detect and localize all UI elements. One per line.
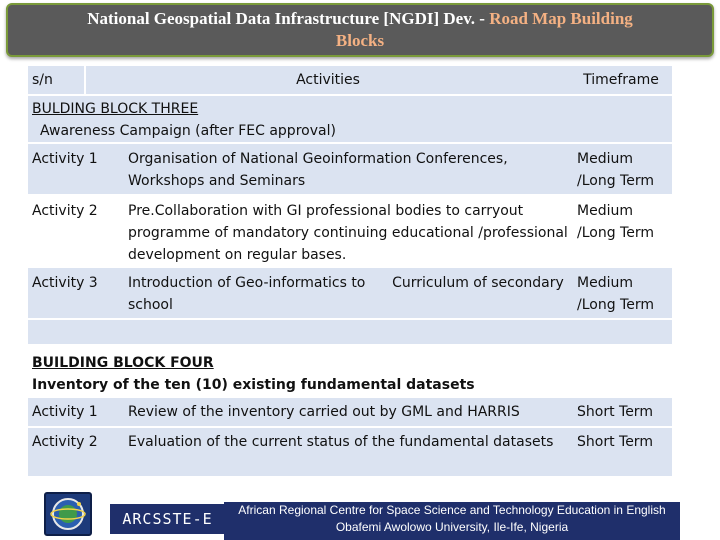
activity-id: Activity 3 <box>32 275 98 291</box>
institution-logo <box>44 492 92 536</box>
title-line-2: Blocks <box>335 31 385 50</box>
table-row <box>28 196 672 268</box>
title-line-1 <box>87 8 633 30</box>
header-sn: s/n <box>28 66 86 94</box>
block-three-heading <box>28 96 672 142</box>
footer-institution <box>224 502 680 540</box>
table-row <box>28 428 672 476</box>
logo-emblem-icon <box>46 494 90 534</box>
block-four-subtitle: Inventory of the ten (10) existing fundamental datasets <box>32 377 475 393</box>
activity-id: Activity 2 <box>32 203 98 219</box>
activity-timeframe: Short Term <box>577 434 653 450</box>
footer-line-1: African Regional Centre for Space Science and Technology Education in English <box>238 503 666 517</box>
footer <box>0 484 720 540</box>
title-part-2: Road Map Building <box>489 9 633 28</box>
activity-id: Activity 1 <box>32 151 98 167</box>
table-header-row <box>28 66 672 94</box>
activity-desc: Organisation of National Geoinformation Conferences, Workshops and Seminars <box>128 151 508 189</box>
slide-title <box>6 3 714 57</box>
header-timeframe: Timeframe <box>583 72 659 88</box>
footer-line-2: Obafemi Awolowo University, Ile-Ife, Nigeria <box>335 520 569 534</box>
table-row <box>28 144 672 194</box>
activity-desc: Evaluation of the current status of the fundamental datasets <box>128 434 554 450</box>
activity-desc: Pre.Collaboration with GI professional bodies to carryout programme of mandatory continuing educational /professional development on regular bases. <box>128 203 568 263</box>
block-four-heading <box>28 348 672 396</box>
activity-id: Activity 2 <box>32 434 98 450</box>
block-four-title: BUILDING BLOCK FOUR <box>32 355 214 371</box>
block-three-subtitle: Awareness Campaign (after FEC approval) <box>40 123 336 139</box>
activity-desc: Review of the inventory carried out by GML and HARRIS <box>128 404 520 420</box>
table-row <box>28 268 672 318</box>
empty-row <box>28 320 672 344</box>
activity-timeframe: Medium /Long Term <box>577 151 654 189</box>
activity-timeframe: Medium /Long Term <box>577 275 654 313</box>
block-three-title: BULDING BLOCK THREE <box>32 101 199 117</box>
activity-timeframe: Medium /Long Term <box>577 203 654 241</box>
activity-timeframe: Short Term <box>577 404 653 420</box>
footer-acronym: ARCSSTE-E <box>110 504 225 534</box>
table-row <box>28 398 672 426</box>
activity-desc: Introduction of Geo-informatics to Curriculum of secondary school <box>128 275 569 313</box>
title-part-1: National Geospatial Data Infrastructure [NGDI] Dev. - <box>87 9 485 28</box>
header-activities: Activities <box>296 72 360 88</box>
activity-id: Activity 1 <box>32 404 98 420</box>
